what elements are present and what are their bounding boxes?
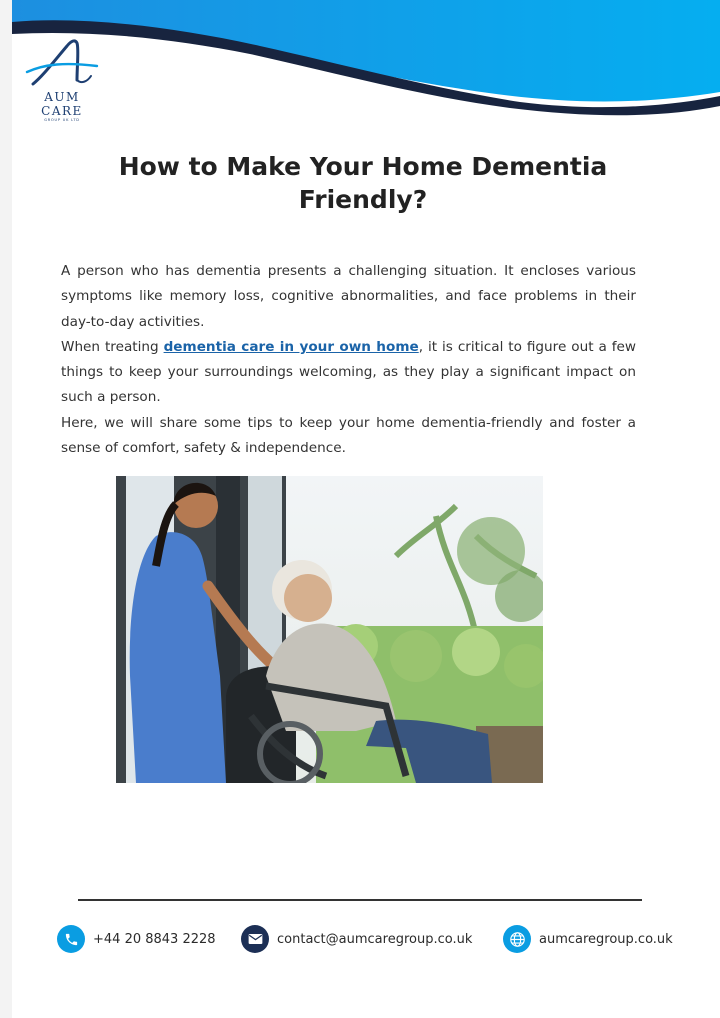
intro-paragraph: A person who has dementia presents a challenging situation. It encloses various symptoms like memory loss, cognitive abnormalities, and face problems in their day-to-day activities. (61, 263, 636, 330)
page-edge (0, 0, 12, 1018)
footer-website[interactable] (503, 924, 673, 954)
treatment-paragraph-end: , it is critical to figure out a few things to keep your surroundings welcoming, as they play a significant impact on such a person. (61, 338, 636, 406)
footer-email[interactable] (241, 924, 472, 954)
brand-logo (22, 36, 102, 122)
globe-icon (503, 925, 531, 953)
treatment-paragraph-start: When treating (61, 338, 164, 355)
phone-number: +44 20 8843 2228 (93, 931, 216, 947)
dementia-care-link[interactable]: dementia care in your own home (163, 338, 419, 355)
footer-phone[interactable] (57, 924, 216, 954)
brand-tagline: GROUP UK LTD (44, 118, 80, 122)
header-wave (0, 0, 720, 120)
envelope-icon (241, 925, 269, 953)
caregiver-photo (116, 476, 543, 783)
website-url: aumcaregroup.co.uk (539, 931, 673, 947)
phone-icon (57, 925, 85, 953)
article-title: How to Make Your Home Dementia Friendly? (118, 152, 608, 214)
treatment-paragraph (61, 335, 636, 411)
brand-name: AUM CARE (41, 90, 83, 118)
script-a-logo-icon (25, 36, 99, 90)
footer-rule (78, 899, 642, 901)
email-address: contact@aumcaregroup.co.uk (277, 931, 473, 947)
article-body (61, 259, 636, 461)
tips-paragraph: Here, we will share some tips to keep your home dementia-friendly and foster a sense of comfort, safety & independence. (61, 414, 636, 457)
